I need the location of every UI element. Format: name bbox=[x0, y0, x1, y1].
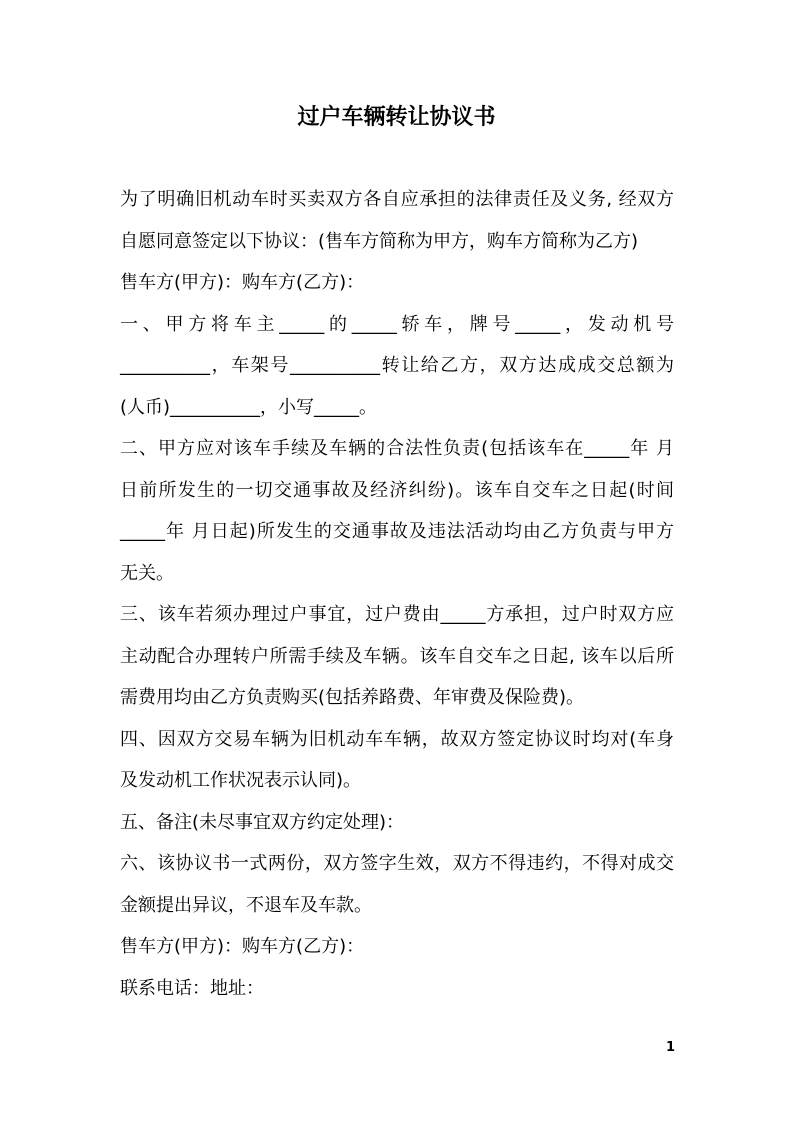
intro-line-2: 自愿同意签定以下协议：(售车方简称为甲方，购车方简称为乙方) bbox=[120, 230, 639, 252]
intro-line-1: 为了明确旧机动车时买卖双方各自应承担的法律责任及义务, 经双方 bbox=[120, 189, 674, 210]
clause-4-line-2: 及发动机工作状况表示认同)。 bbox=[120, 770, 362, 791]
clause-2-line-4: 无关。 bbox=[120, 562, 174, 584]
document-body bbox=[120, 179, 674, 1009]
contact-line: 联系电话：地址： bbox=[120, 977, 264, 999]
clause-6-line-2: 金额提出异议，不退车及车款。 bbox=[120, 894, 372, 916]
parties-line-1: 售车方(甲方)：购车方(乙方)： bbox=[120, 272, 365, 293]
clause-6-line-1: 六、该协议书一式两份，双方签字生效，双方不得违约，不得对成交 bbox=[120, 853, 674, 874]
clause-1-line-2: __________，车架号__________转让给乙方，双方达成成交总额为 bbox=[120, 355, 674, 376]
parties-line-2: 售车方(甲方)：购车方(乙方)： bbox=[120, 936, 365, 957]
clause-3-line-2: 主动配合办理转户所需手续及车辆。该车自交车之日起, 该车以后所 bbox=[120, 645, 674, 667]
page-number: 1 bbox=[665, 1040, 675, 1055]
clause-1-line-1: 一、甲方将车主_____的_____轿车，牌号_____，发动机号 bbox=[120, 313, 674, 335]
clause-2-line-2: 日前所发生的一切交通事故及经济纠纷)。该车自交车之日起(时间 bbox=[120, 479, 674, 501]
clause-1-line-3: (人币)__________，小写_____。 bbox=[120, 396, 378, 418]
document-title: 过户车辆转让协议书 bbox=[297, 105, 496, 130]
clause-3-line-3: 需费用均由乙方负责购买(包括养路费、年审费及保险费)。 bbox=[120, 687, 585, 708]
clause-2-line-3: _____年 月日起)所发生的交通事故及违法活动均由乙方负责与甲方 bbox=[120, 521, 674, 542]
clause-3-line-1: 三、该车若须办理过户事宜，过户费由_____方承担，过户时双方应 bbox=[120, 604, 674, 625]
clause-4-line-1: 四、因双方交易车辆为旧机动车车辆，故双方签定协议时均对(车身 bbox=[120, 728, 674, 750]
clause-5-line-1: 五、备注(未尽事宜双方约定处理)： bbox=[120, 811, 405, 833]
clause-2-line-1: 二、甲方应对该车手续及车辆的合法性负责(包括该车在_____年 月 bbox=[120, 438, 674, 459]
